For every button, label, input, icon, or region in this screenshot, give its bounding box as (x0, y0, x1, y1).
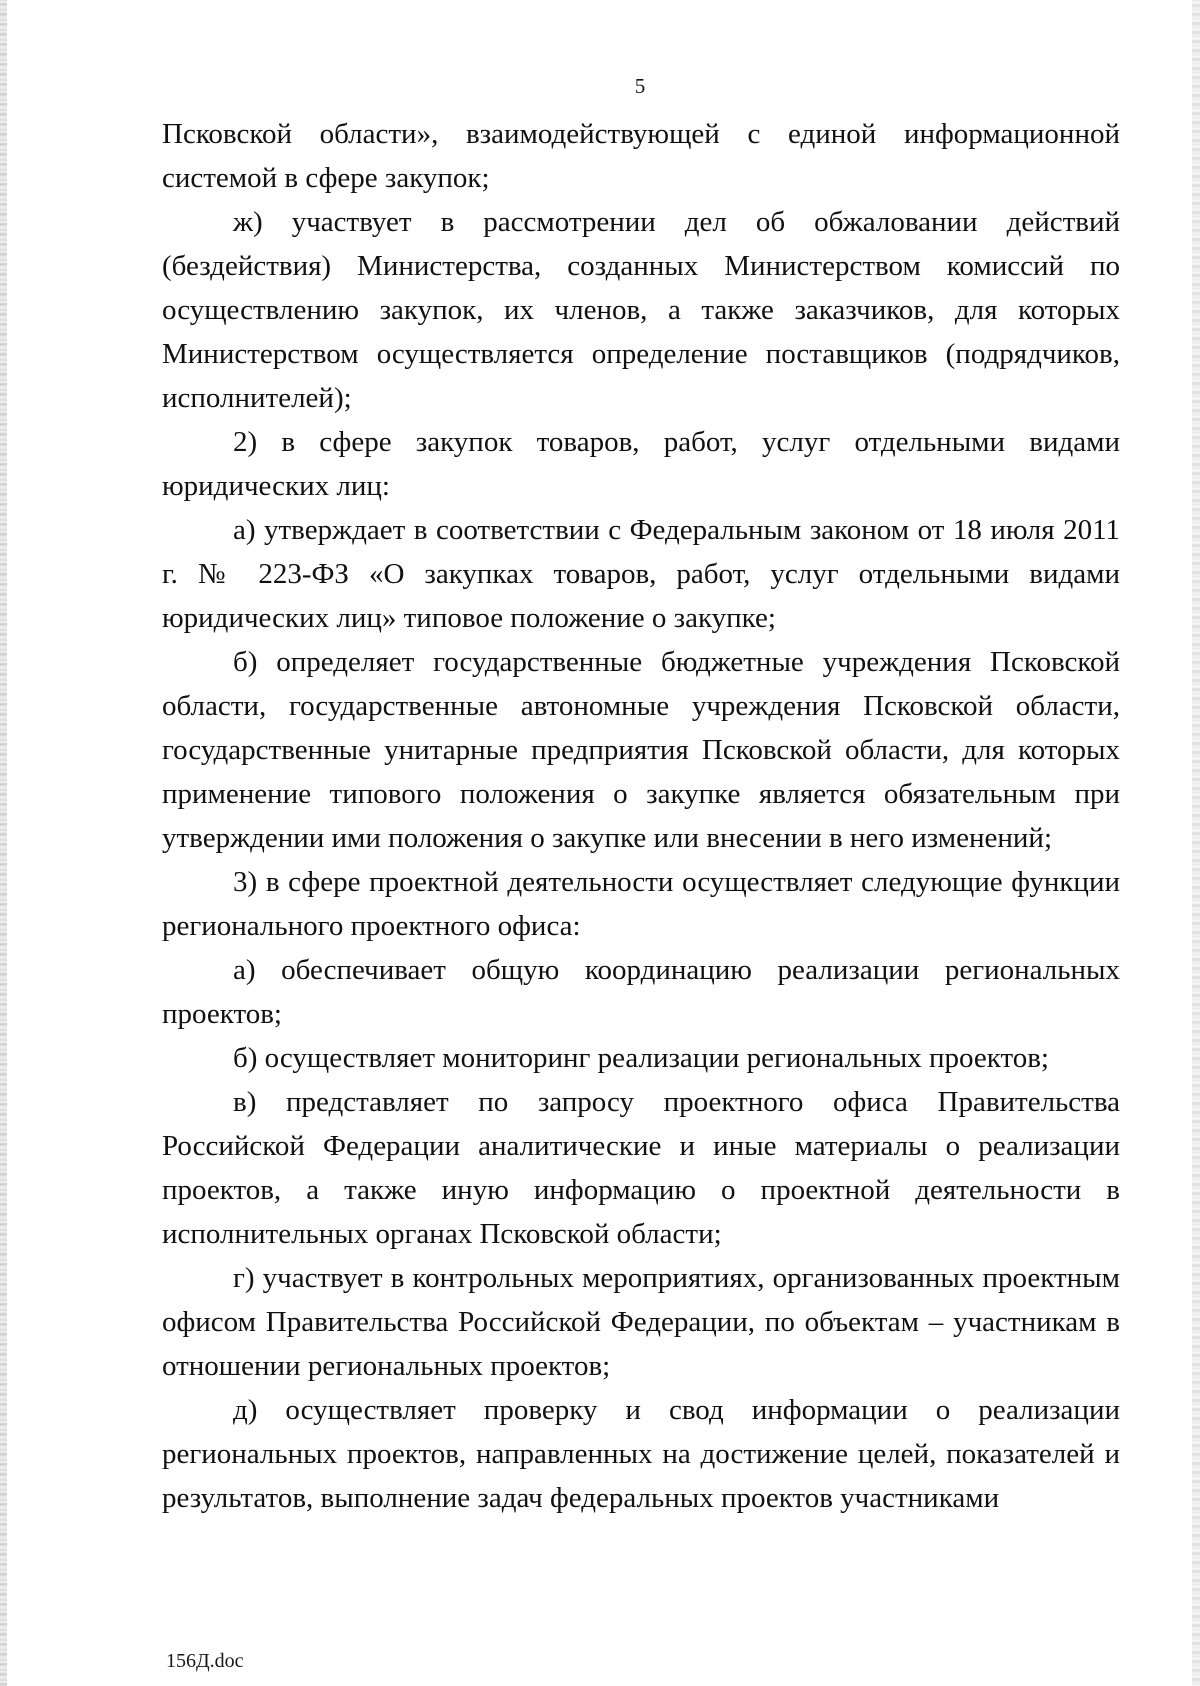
paragraph: 3) в сфере проектной деятельности осуществляет следующие функции регионального проектного офиса: (162, 866, 1120, 942)
document-body (162, 112, 1120, 1520)
paragraph: в) представляет по запросу проектного офиса Правительства Российской Федерации аналитические и иные материалы о реализации проектов, а также иную информацию о проектной деятельности в исполнительных органах Псковской области; (162, 1086, 1120, 1250)
paragraph: а) утверждает в соответствии с Федеральным законом от 18 июля 2011 г. № 223-ФЗ «О закупках товаров, работ, услуг отдельными видами юридических лиц» типовое положение о закупке; (162, 514, 1120, 634)
paragraph: 2) в сфере закупок товаров, работ, услуг отдельными видами юридических лиц: (162, 426, 1120, 502)
page-number: 5 (634, 74, 646, 98)
footer-filename: 156Д.doc (166, 1650, 244, 1672)
paragraph: д) осуществляет проверку и свод информации о реализации региональных проектов, направленных на достижение целей, показателей и результатов, выполнение задач федеральных проектов участниками (162, 1394, 1120, 1514)
scan-edge-left (0, 0, 7, 1686)
paragraph: Псковской области», взаимодействующей с единой информационной системой в сфере закупок; (162, 118, 1120, 194)
paragraph: ж) участвует в рассмотрении дел об обжаловании действий (бездействия) Министерства, созданных Министерством комиссий по осуществлению закупок, их членов, а также заказчиков, для которых Министерством осуществляется определение поставщиков (подрядчиков, исполнителей); (162, 206, 1120, 414)
paragraph: г) участвует в контрольных мероприятиях, организованных проектным офисом Правительства Российской Федерации, по объектам – участникам в отношении региональных проектов; (162, 1262, 1120, 1382)
scan-edge-right (1192, 0, 1200, 1686)
paragraph: а) обеспечивает общую координацию реализации региональных проектов; (162, 954, 1120, 1030)
paragraph: б) осуществляет мониторинг реализации региональных проектов; (233, 1042, 1049, 1074)
paragraph: б) определяет государственные бюджетные учреждения Псковской области, государственные автономные учреждения Псковской области, государственные унитарные предприятия Псковской области, для которых применение типового положения о закупке является обязательным при утверждении ими положения о закупке или внесении в него изменений; (162, 646, 1120, 854)
